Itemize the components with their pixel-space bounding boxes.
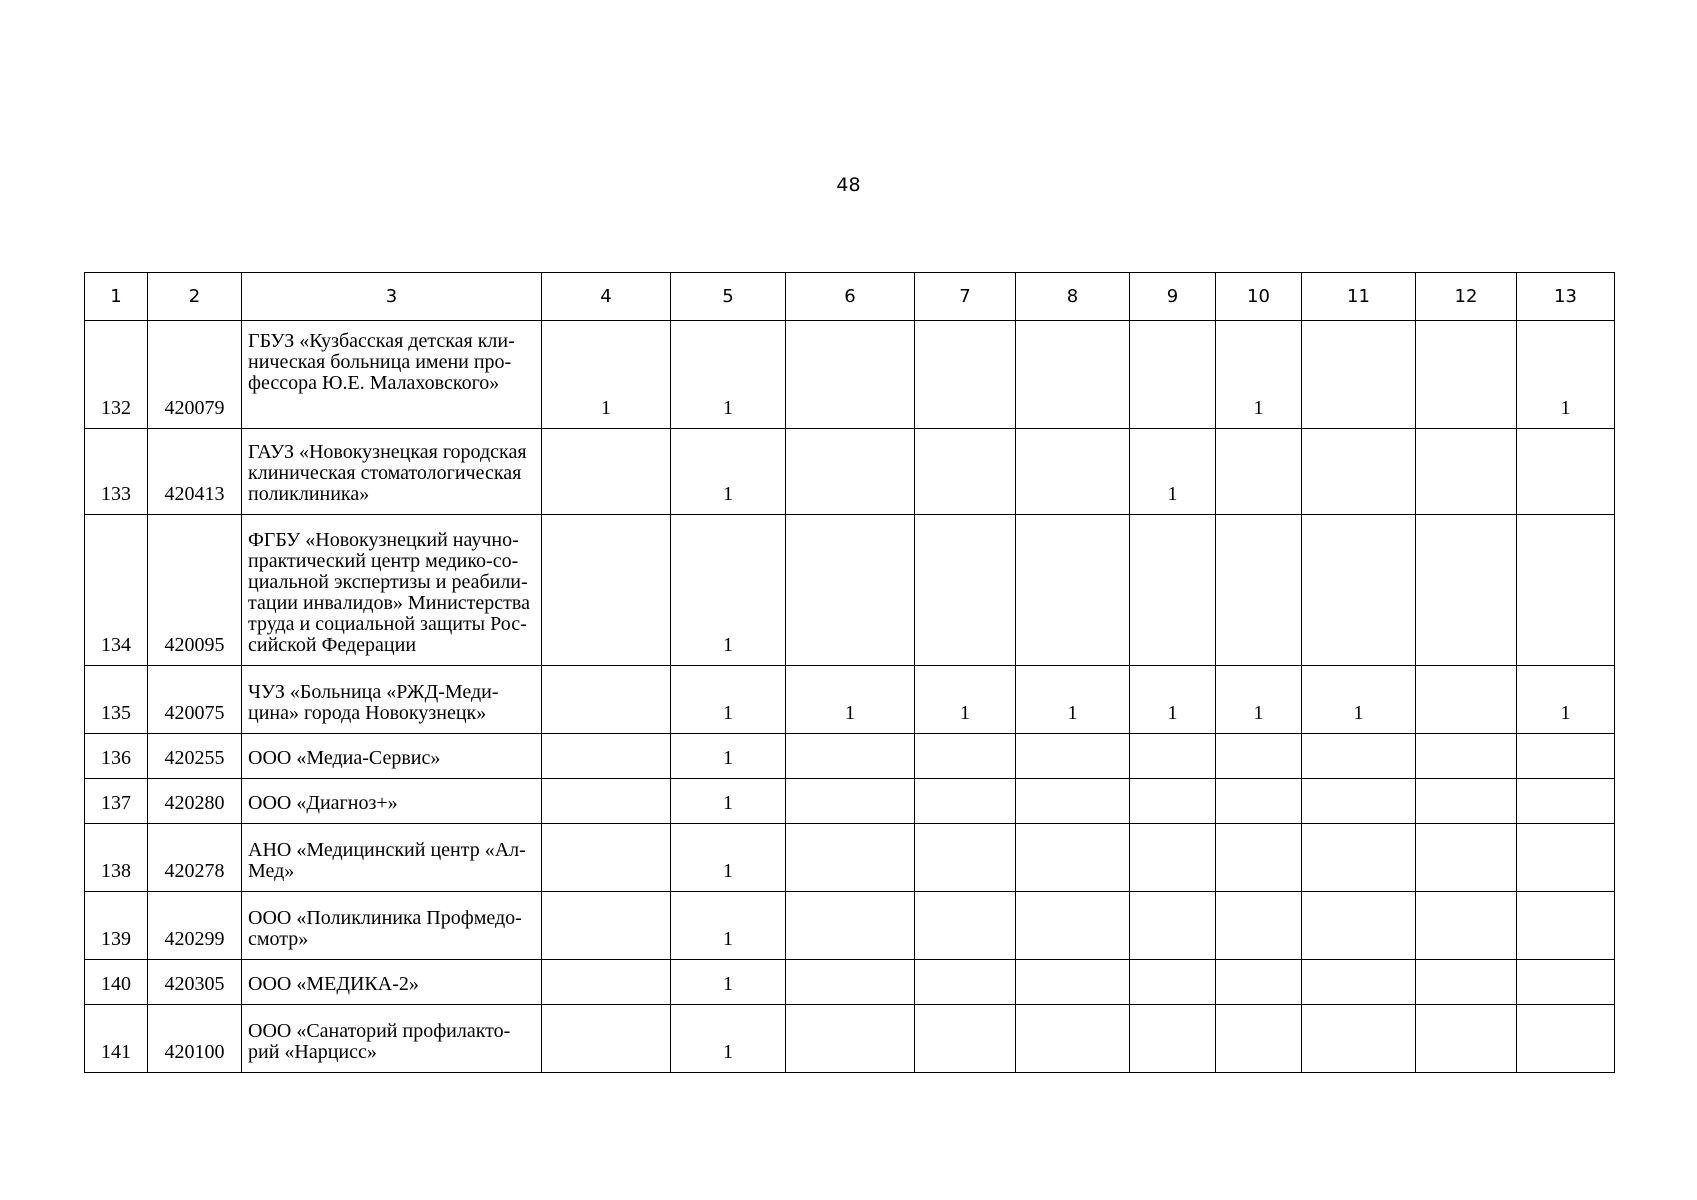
value-cell: 1 xyxy=(1130,429,1216,515)
value-cell xyxy=(1016,321,1130,429)
row-number: 137 xyxy=(85,779,148,824)
value-cell: 1 xyxy=(915,666,1016,734)
org-name: ЧУЗ «Больница «РЖД-Меди- цина» города Новокузнецк» xyxy=(242,666,542,734)
value-cell xyxy=(1416,1005,1517,1073)
value-cell xyxy=(786,321,915,429)
value-cell xyxy=(542,734,671,779)
value-cell xyxy=(786,960,915,1005)
value-cell: 1 xyxy=(1302,666,1416,734)
value-cell xyxy=(1302,960,1416,1005)
value-cell: 1 xyxy=(671,321,786,429)
value-cell: 1 xyxy=(671,429,786,515)
value-cell xyxy=(1302,779,1416,824)
value-cell: 1 xyxy=(671,666,786,734)
row-number: 139 xyxy=(85,892,148,960)
value-cell xyxy=(1517,429,1615,515)
value-cell xyxy=(1216,892,1302,960)
table-row xyxy=(85,1005,1615,1073)
row-number: 140 xyxy=(85,960,148,1005)
value-cell xyxy=(1416,666,1517,734)
value-cell xyxy=(1517,1005,1615,1073)
row-number: 134 xyxy=(85,515,148,666)
org-code: 420413 xyxy=(148,429,242,515)
value-cell xyxy=(1016,515,1130,666)
value-cell xyxy=(1016,779,1130,824)
org-name: ГАУЗ «Новокузнецкая городская клиническая стоматологическая поликлиника» xyxy=(242,429,542,515)
value-cell xyxy=(1130,892,1216,960)
value-cell xyxy=(915,321,1016,429)
value-cell: 1 xyxy=(1216,321,1302,429)
data-table xyxy=(84,272,1615,1073)
org-code: 420079 xyxy=(148,321,242,429)
table-row xyxy=(85,824,1615,892)
row-number: 136 xyxy=(85,734,148,779)
value-cell xyxy=(915,960,1016,1005)
value-cell xyxy=(1517,892,1615,960)
value-cell: 1 xyxy=(671,892,786,960)
value-cell xyxy=(1216,960,1302,1005)
header-cell: 10 xyxy=(1216,273,1302,321)
value-cell: 1 xyxy=(1517,321,1615,429)
value-cell xyxy=(1016,1005,1130,1073)
header-cell: 3 xyxy=(242,273,542,321)
value-cell xyxy=(1416,429,1517,515)
value-cell xyxy=(1517,960,1615,1005)
value-cell xyxy=(542,429,671,515)
org-name: ГБУЗ «Кузбасская детская кли- ническая больница имени про- фессора Ю.Е. Малаховского» xyxy=(242,321,542,429)
header-cell: 1 xyxy=(85,273,148,321)
org-code: 420299 xyxy=(148,892,242,960)
header-cell: 2 xyxy=(148,273,242,321)
value-cell xyxy=(915,1005,1016,1073)
value-cell xyxy=(1016,734,1130,779)
value-cell xyxy=(1416,779,1517,824)
table-row xyxy=(85,429,1615,515)
value-cell xyxy=(915,892,1016,960)
value-cell: 1 xyxy=(1130,666,1216,734)
value-cell: 1 xyxy=(671,734,786,779)
value-cell: 1 xyxy=(1517,666,1615,734)
value-cell xyxy=(1130,960,1216,1005)
row-number: 133 xyxy=(85,429,148,515)
value-cell xyxy=(1016,824,1130,892)
value-cell xyxy=(786,734,915,779)
value-cell xyxy=(786,429,915,515)
header-cell: 5 xyxy=(671,273,786,321)
value-cell xyxy=(915,734,1016,779)
value-cell xyxy=(1302,429,1416,515)
value-cell xyxy=(1130,734,1216,779)
org-name: ФГБУ «Новокузнецкий научно- практический центр медико-со- циальной экспертизы и реабили- тации инвалидов» Министерства труда и социальной защиты Рос- сийской Федерации xyxy=(242,515,542,666)
value-cell xyxy=(1130,515,1216,666)
header-cell: 4 xyxy=(542,273,671,321)
row-number: 141 xyxy=(85,1005,148,1073)
header-row xyxy=(85,273,1615,321)
table-row xyxy=(85,666,1615,734)
value-cell xyxy=(1416,892,1517,960)
org-code: 420278 xyxy=(148,824,242,892)
value-cell xyxy=(1416,960,1517,1005)
value-cell xyxy=(542,1005,671,1073)
value-cell xyxy=(1130,779,1216,824)
value-cell xyxy=(915,429,1016,515)
value-cell xyxy=(786,515,915,666)
value-cell xyxy=(915,779,1016,824)
value-cell xyxy=(542,892,671,960)
value-cell xyxy=(1216,1005,1302,1073)
header-cell: 9 xyxy=(1130,273,1216,321)
table-row xyxy=(85,892,1615,960)
org-name: ООО «Медиа-Сервис» xyxy=(242,734,542,779)
header-cell: 7 xyxy=(915,273,1016,321)
table-row xyxy=(85,734,1615,779)
org-name: ООО «Диагноз+» xyxy=(242,779,542,824)
value-cell: 1 xyxy=(671,1005,786,1073)
value-cell xyxy=(1216,429,1302,515)
header-cell: 6 xyxy=(786,273,915,321)
page-number: 48 xyxy=(836,174,861,196)
value-cell xyxy=(1517,734,1615,779)
value-cell xyxy=(1130,321,1216,429)
value-cell xyxy=(1016,960,1130,1005)
value-cell xyxy=(1416,824,1517,892)
value-cell xyxy=(1216,734,1302,779)
value-cell xyxy=(542,824,671,892)
table-row xyxy=(85,321,1615,429)
value-cell xyxy=(1216,824,1302,892)
org-name: ООО «Санаторий профилакто- рий «Нарцисс» xyxy=(242,1005,542,1073)
org-code: 420280 xyxy=(148,779,242,824)
value-cell xyxy=(786,824,915,892)
value-cell xyxy=(1302,321,1416,429)
value-cell xyxy=(786,779,915,824)
org-code: 420075 xyxy=(148,666,242,734)
header-cell: 8 xyxy=(1016,273,1130,321)
value-cell xyxy=(542,779,671,824)
value-cell xyxy=(542,666,671,734)
value-cell xyxy=(1302,515,1416,666)
value-cell xyxy=(1130,1005,1216,1073)
value-cell xyxy=(1016,429,1130,515)
value-cell xyxy=(1517,779,1615,824)
value-cell: 1 xyxy=(542,321,671,429)
value-cell xyxy=(1216,515,1302,666)
value-cell: 1 xyxy=(1216,666,1302,734)
value-cell xyxy=(1302,892,1416,960)
value-cell xyxy=(1517,824,1615,892)
org-code: 420255 xyxy=(148,734,242,779)
value-cell: 1 xyxy=(671,779,786,824)
value-cell: 1 xyxy=(786,666,915,734)
value-cell: 1 xyxy=(671,515,786,666)
value-cell xyxy=(1302,824,1416,892)
value-cell xyxy=(915,515,1016,666)
value-cell xyxy=(542,515,671,666)
value-cell xyxy=(542,960,671,1005)
org-name: АНО «Медицинский центр «Ал- Мед» xyxy=(242,824,542,892)
table-row xyxy=(85,779,1615,824)
value-cell xyxy=(1416,321,1517,429)
row-number: 135 xyxy=(85,666,148,734)
value-cell xyxy=(1302,1005,1416,1073)
header-cell: 11 xyxy=(1302,273,1416,321)
table-row xyxy=(85,960,1615,1005)
org-code: 420305 xyxy=(148,960,242,1005)
org-name: ООО «МЕДИКА-2» xyxy=(242,960,542,1005)
value-cell xyxy=(786,1005,915,1073)
value-cell xyxy=(1517,515,1615,666)
value-cell: 1 xyxy=(671,960,786,1005)
value-cell: 1 xyxy=(1016,666,1130,734)
value-cell xyxy=(1416,515,1517,666)
value-cell xyxy=(1130,824,1216,892)
value-cell xyxy=(1416,734,1517,779)
value-cell xyxy=(786,892,915,960)
value-cell xyxy=(1302,734,1416,779)
value-cell xyxy=(1016,892,1130,960)
header-cell: 12 xyxy=(1416,273,1517,321)
org-code: 420100 xyxy=(148,1005,242,1073)
value-cell: 1 xyxy=(671,824,786,892)
value-cell xyxy=(1216,779,1302,824)
org-name: ООО «Поликлиника Профмедо- смотр» xyxy=(242,892,542,960)
value-cell xyxy=(915,824,1016,892)
org-code: 420095 xyxy=(148,515,242,666)
table-row xyxy=(85,515,1615,666)
header-cell: 13 xyxy=(1517,273,1615,321)
row-number: 132 xyxy=(85,321,148,429)
row-number: 138 xyxy=(85,824,148,892)
